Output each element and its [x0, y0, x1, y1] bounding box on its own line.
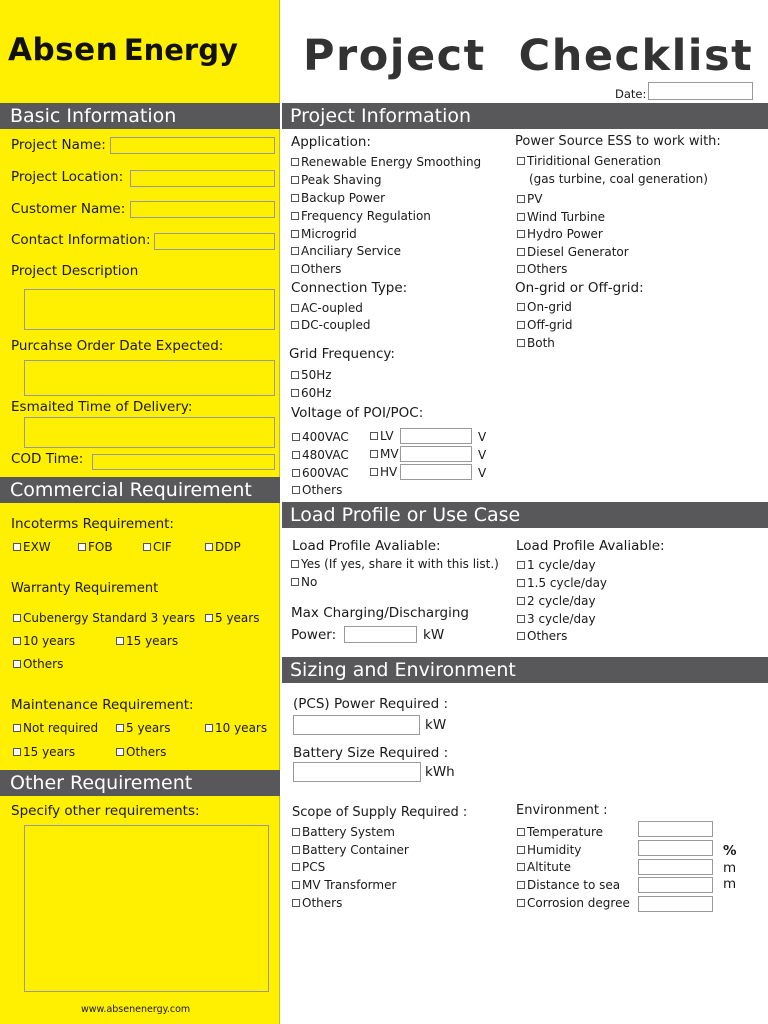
checkbox[interactable]	[291, 304, 299, 312]
option-label: PCS	[302, 860, 326, 874]
checkbox[interactable]	[292, 469, 300, 477]
power-source-note: (gas turbine, coal generation)	[529, 172, 708, 186]
warranty-option[interactable]	[13, 657, 63, 671]
load-profile-cycle-label: Load Profile Avaliable:	[516, 538, 665, 554]
environment-option[interactable]	[517, 860, 571, 874]
checkbox[interactable]	[292, 486, 300, 494]
maintenance-label: Maintenance Requirement:	[11, 697, 194, 713]
option-label: 5 years	[126, 721, 171, 735]
checkbox[interactable]	[78, 543, 86, 551]
battery-size-unit: kWh	[425, 764, 455, 780]
incoterm-option[interactable]	[143, 540, 172, 554]
option-label: LV	[380, 429, 394, 443]
website-link[interactable]: www.absenenergy.com	[81, 1004, 191, 1015]
option-label: Not required	[23, 721, 99, 735]
option-label: Frequency Regulation	[301, 209, 431, 223]
voltage-option[interactable]	[292, 448, 349, 462]
option-label: Battery System	[302, 825, 395, 839]
mv-voltage-field[interactable]	[400, 446, 472, 462]
max-power-label: Max Charging/Discharging	[291, 605, 469, 621]
power-source-option[interactable]	[517, 262, 567, 276]
incoterm-option[interactable]	[205, 540, 241, 554]
customer-name-label: Customer Name:	[11, 201, 126, 217]
power-source-option[interactable]	[517, 210, 605, 224]
section-header-commercial: Commercial Requirement	[0, 477, 280, 503]
option-label: MV	[380, 447, 399, 461]
option-label: Corrosion degree	[527, 896, 630, 910]
maintenance-option[interactable]	[116, 745, 166, 759]
load-profile-option[interactable]	[291, 575, 317, 589]
maintenance-option[interactable]	[116, 721, 170, 735]
warranty-option[interactable]	[116, 634, 178, 648]
option-label: Others	[126, 745, 167, 759]
section-header-project-info: Project Information	[282, 103, 768, 129]
option-label: Others	[23, 657, 64, 671]
section-header-sizing: Sizing and Environment	[282, 657, 768, 683]
application-option[interactable]	[291, 262, 341, 276]
option-label: Yes (If yes, share it with this list.)	[301, 557, 499, 571]
checkbox[interactable]	[517, 597, 525, 605]
max-power-unit: kW	[423, 627, 445, 643]
frequency-option[interactable]	[291, 386, 332, 400]
checkbox[interactable]	[292, 828, 300, 836]
checkbox[interactable]	[517, 157, 525, 165]
option-label: DC-coupled	[301, 318, 371, 332]
checkbox[interactable]	[517, 881, 525, 889]
application-option[interactable]	[291, 173, 382, 187]
checkbox[interactable]	[517, 863, 525, 871]
checkbox[interactable]	[517, 303, 525, 311]
option-label: Others	[301, 262, 342, 276]
option-label: 1 cycle/day	[527, 558, 596, 572]
frequency-option[interactable]	[291, 368, 332, 382]
logo-primary: Absen	[8, 32, 119, 68]
option-label: 5 years	[215, 611, 260, 625]
checkbox[interactable]	[517, 846, 525, 854]
option-label: Renewable Energy Smoothing	[301, 155, 482, 169]
option-label: Tiriditional Generation	[527, 154, 661, 168]
application-option[interactable]	[291, 244, 401, 258]
checkbox[interactable]	[13, 724, 21, 732]
load-profile-available-label: Load Profile Avaliable:	[292, 538, 441, 554]
voltage-option[interactable]	[292, 483, 342, 497]
voltage-option[interactable]	[292, 466, 349, 480]
checkbox[interactable]	[291, 265, 299, 273]
checkbox[interactable]	[370, 432, 378, 440]
cycle-option[interactable]	[517, 594, 596, 608]
checkbox[interactable]	[517, 632, 525, 640]
voltage-unit: V	[478, 430, 487, 444]
grid-frequency-label: Grid Frequency:	[289, 346, 395, 362]
checkbox[interactable]	[517, 248, 525, 256]
scope-option[interactable]	[292, 878, 396, 892]
environment-option[interactable]	[517, 878, 620, 892]
specify-other-label: Specify other requirements:	[11, 803, 200, 819]
delivery-time-field[interactable]	[24, 417, 275, 448]
incoterms-label: Incoterms Requirement:	[11, 516, 174, 532]
checkbox[interactable]	[517, 828, 525, 836]
corrosion-degree-field[interactable]	[638, 896, 713, 912]
checkbox[interactable]	[292, 899, 300, 907]
pcs-power-unit: kW	[425, 717, 447, 733]
option-label: EXW	[23, 540, 51, 554]
checkbox[interactable]	[291, 578, 299, 586]
application-label: Application:	[291, 134, 371, 150]
distance-to-sea-field[interactable]	[638, 877, 713, 893]
application-option[interactable]	[291, 227, 357, 241]
checkbox[interactable]	[205, 614, 213, 622]
checkbox[interactable]	[116, 637, 124, 645]
warranty-option[interactable]	[205, 611, 259, 625]
checkbox[interactable]	[292, 451, 300, 459]
grid-mode-option[interactable]	[517, 336, 555, 350]
checkbox[interactable]	[116, 748, 124, 756]
option-label: 10 years	[215, 721, 268, 735]
project-name-label: Project Name:	[11, 137, 106, 153]
environment-option[interactable]	[517, 843, 581, 857]
checkbox[interactable]	[370, 450, 378, 458]
option-label: Others	[527, 629, 568, 643]
option-label: No	[301, 575, 318, 589]
connection-type-label: Connection Type:	[291, 280, 408, 296]
voltage-option[interactable]	[292, 430, 349, 444]
checkbox[interactable]	[517, 899, 525, 907]
checkbox[interactable]	[291, 560, 299, 568]
option-label: Humidity	[527, 843, 582, 857]
environment-option[interactable]	[517, 825, 603, 839]
checkbox[interactable]	[517, 265, 525, 273]
voltage-level-option[interactable]	[370, 429, 394, 443]
checkbox[interactable]	[13, 637, 21, 645]
option-label: 480VAC	[302, 448, 349, 462]
checkbox[interactable]	[292, 863, 300, 871]
power-source-option[interactable]	[517, 192, 542, 206]
section-header-basic: Basic Information	[0, 103, 280, 129]
option-label: Backup Power	[301, 191, 386, 205]
option-label: Diesel Generator	[527, 245, 629, 259]
humidity-field[interactable]	[638, 840, 713, 856]
option-label: Temperature	[527, 825, 604, 839]
scope-of-supply-label: Scope of Supply Required :	[292, 805, 468, 820]
option-label: Off-grid	[527, 318, 573, 332]
delivery-time-label: Esmaited Time of Delivery:	[11, 399, 193, 415]
altitude-field[interactable]	[638, 859, 713, 875]
page-title: Project Checklist	[303, 31, 754, 81]
option-label: Distance to sea	[527, 878, 621, 892]
checkbox[interactable]	[517, 339, 525, 347]
warranty-option[interactable]	[13, 634, 75, 648]
option-label: 600VAC	[302, 466, 349, 480]
checkbox[interactable]	[517, 561, 525, 569]
checkbox[interactable]	[291, 247, 299, 255]
power-source-option[interactable]	[517, 245, 629, 259]
option-label: Battery Container	[302, 843, 409, 857]
option-label: 15 years	[23, 745, 76, 759]
checkbox[interactable]	[205, 543, 213, 551]
application-option[interactable]	[291, 209, 431, 223]
checkbox[interactable]	[517, 213, 525, 221]
option-label: FOB	[88, 540, 113, 554]
option-label: Anciliary Service	[301, 244, 401, 258]
section-header-other: Other Requirement	[0, 770, 280, 796]
cycle-option[interactable]	[517, 576, 607, 590]
checkbox[interactable]	[13, 748, 21, 756]
option-label: Wind Turbine	[527, 210, 605, 224]
checkbox[interactable]	[291, 158, 299, 166]
option-label: Others	[302, 896, 343, 910]
max-power-label-2: Power:	[291, 627, 337, 643]
environment-option[interactable]	[517, 896, 630, 910]
pcs-power-field[interactable]	[293, 715, 420, 735]
lv-voltage-field[interactable]	[400, 428, 472, 444]
connection-option[interactable]	[291, 301, 363, 315]
project-description-field[interactable]	[24, 289, 275, 330]
distance-unit: m	[723, 876, 737, 892]
project-name-field[interactable]	[110, 137, 275, 154]
load-profile-option[interactable]	[291, 557, 499, 571]
cod-time-label: COD Time:	[11, 451, 84, 467]
grid-mode-option[interactable]	[517, 318, 573, 332]
project-location-label: Project Location:	[11, 169, 124, 185]
option-label: Others	[527, 262, 568, 276]
voltage-level-option[interactable]	[370, 447, 399, 461]
checkbox[interactable]	[205, 724, 213, 732]
voltage-unit: V	[478, 448, 487, 462]
left-panel	[0, 0, 280, 1024]
incoterm-option[interactable]	[78, 540, 113, 554]
cod-time-field[interactable]	[92, 454, 275, 470]
checkbox[interactable]	[116, 724, 124, 732]
checkbox[interactable]	[291, 230, 299, 238]
contact-info-field[interactable]	[154, 233, 275, 250]
maintenance-option[interactable]	[13, 721, 98, 735]
grid-mode-label: On-grid or Off-grid:	[515, 280, 644, 296]
checkbox[interactable]	[13, 660, 21, 668]
option-label: 10 years	[23, 634, 76, 648]
checkbox[interactable]	[143, 543, 151, 551]
warranty-option[interactable]	[13, 611, 195, 625]
connection-option[interactable]	[291, 318, 370, 332]
option-label: Hydro Power	[527, 227, 603, 241]
checkbox[interactable]	[517, 321, 525, 329]
date-field[interactable]	[648, 82, 753, 100]
cycle-option[interactable]	[517, 629, 567, 643]
altitude-unit: m	[723, 860, 737, 876]
option-label: Others	[302, 483, 343, 497]
scope-option[interactable]	[292, 896, 342, 910]
po-date-field[interactable]	[24, 360, 275, 396]
voltage-label: Voltage of POI/POC:	[291, 405, 424, 421]
checkbox[interactable]	[370, 468, 378, 476]
checkbox[interactable]	[292, 881, 300, 889]
checkbox[interactable]	[291, 176, 299, 184]
option-label: PV	[527, 192, 543, 206]
power-source-label: Power Source ESS to work with:	[515, 134, 721, 149]
project-location-field[interactable]	[130, 170, 275, 187]
option-label: DDP	[215, 540, 241, 554]
contact-info-label: Contact Information:	[11, 232, 151, 248]
power-source-option[interactable]	[517, 154, 661, 168]
option-label: 2 cycle/day	[527, 594, 596, 608]
option-label: 400VAC	[302, 430, 349, 444]
option-label: CIF	[153, 540, 172, 554]
warranty-label: Warranty Requirement	[11, 581, 159, 596]
option-label: Microgrid	[301, 227, 357, 241]
hv-voltage-field[interactable]	[400, 464, 472, 480]
option-label: 1.5 cycle/day	[527, 576, 608, 590]
checkbox[interactable]	[517, 230, 525, 238]
checkbox[interactable]	[291, 321, 299, 329]
date-label: Date:	[615, 87, 647, 101]
cycle-option[interactable]	[517, 558, 596, 572]
logo-secondary: Energy	[123, 33, 238, 67]
option-label: 50Hz	[301, 368, 332, 382]
environment-label: Environment :	[516, 803, 608, 818]
checkbox[interactable]	[13, 543, 21, 551]
scope-option[interactable]	[292, 843, 409, 857]
voltage-unit: V	[478, 466, 487, 480]
maintenance-option[interactable]	[205, 721, 267, 735]
max-power-field[interactable]	[344, 626, 417, 643]
checkbox[interactable]	[291, 371, 299, 379]
checkbox[interactable]	[292, 846, 300, 854]
section-header-load-profile: Load Profile or Use Case	[282, 502, 768, 528]
option-label: 3 cycle/day	[527, 612, 596, 626]
option-label: Cubenergy Standard 3 years	[23, 611, 196, 625]
option-label: Both	[527, 336, 555, 350]
checkbox[interactable]	[517, 615, 525, 623]
option-label: Peak Shaving	[301, 173, 382, 187]
scope-option[interactable]	[292, 860, 325, 874]
maintenance-option[interactable]	[13, 745, 75, 759]
checkbox[interactable]	[517, 195, 525, 203]
checkbox[interactable]	[13, 614, 21, 622]
humidity-unit: %	[723, 843, 737, 859]
brand-logo	[8, 30, 238, 75]
option-label: 15 years	[126, 634, 179, 648]
po-date-label: Purcahse Order Date Expected:	[11, 338, 224, 354]
grid-mode-option[interactable]	[517, 300, 572, 314]
checkbox[interactable]	[291, 389, 299, 397]
checkbox[interactable]	[292, 433, 300, 441]
option-label: Altitute	[527, 860, 571, 874]
other-requirements-field[interactable]	[24, 825, 269, 992]
project-description-label: Project Description	[11, 263, 139, 279]
option-label: MV Transformer	[302, 878, 397, 892]
customer-name-field[interactable]	[130, 201, 275, 218]
incoterm-option[interactable]	[13, 540, 51, 554]
scope-option[interactable]	[292, 825, 395, 839]
pcs-power-label: (PCS) Power Required :	[293, 696, 448, 712]
checkbox[interactable]	[517, 579, 525, 587]
temperature-field[interactable]	[638, 821, 713, 837]
option-label: AC-oupled	[301, 301, 363, 315]
voltage-level-option[interactable]	[370, 465, 397, 479]
option-label: On-grid	[527, 300, 572, 314]
checkbox[interactable]	[291, 212, 299, 220]
application-option[interactable]	[291, 191, 385, 205]
checkbox[interactable]	[291, 194, 299, 202]
power-source-option[interactable]	[517, 227, 603, 241]
battery-size-label: Battery Size Required :	[293, 745, 449, 761]
option-label: 60Hz	[301, 386, 332, 400]
cycle-option[interactable]	[517, 612, 596, 626]
application-option[interactable]	[291, 155, 481, 169]
battery-size-field[interactable]	[293, 762, 421, 782]
option-label: HV	[380, 465, 398, 479]
